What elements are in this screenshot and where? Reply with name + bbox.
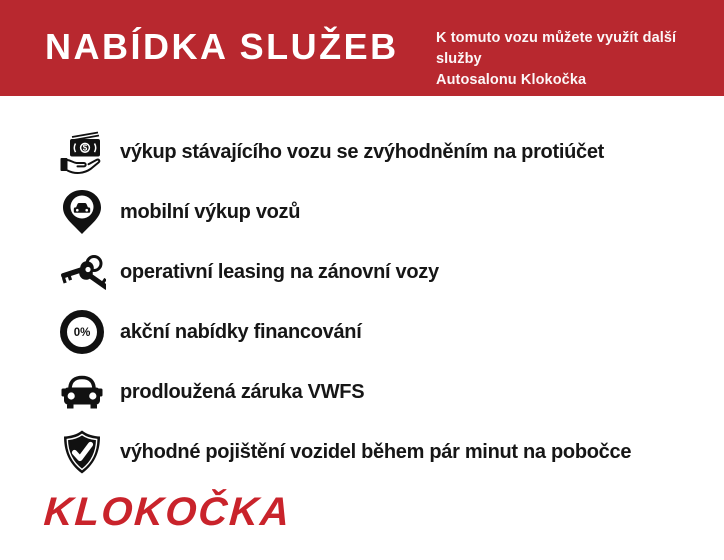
services-list <box>57 122 697 482</box>
header-subtitle <box>436 28 724 91</box>
header-banner <box>0 0 724 96</box>
service-label: akční nabídky financování <box>120 320 362 343</box>
service-label: operativní leasing na zánovní vozy <box>120 260 439 283</box>
service-label: výkup stávajícího vozu se zvýhodněním na protiúčet <box>120 140 605 163</box>
service-item-warranty <box>57 362 697 422</box>
header-subtitle-line2: Autosalonu Klokočka <box>436 72 587 88</box>
page-title: NABÍDKA SLUŽEB <box>45 26 399 67</box>
service-item-trade-in <box>57 122 697 182</box>
service-item-mobile-buyout <box>57 182 697 242</box>
service-item-insurance <box>57 422 697 482</box>
svg-text:$: $ <box>82 143 88 153</box>
zero-percent-label: 0% <box>73 327 91 339</box>
car-keys-icon <box>57 247 107 297</box>
cash-in-hand-icon <box>57 127 107 177</box>
service-item-financing <box>57 302 697 362</box>
service-label: mobilní výkup vozů <box>120 200 301 223</box>
service-item-leasing <box>57 242 697 302</box>
klokocka-logo: KLOKOČKA <box>42 490 293 534</box>
header-subtitle-line1: K tomuto vozu můžete využít další služby <box>436 30 677 67</box>
shield-check-icon <box>57 427 107 477</box>
service-label: výhodné pojištění vozidel během pár minut na pobočce <box>120 440 632 463</box>
car-location-pin-icon <box>57 187 107 237</box>
service-label: prodloužená záruka VWFS <box>120 380 365 403</box>
car-front-icon <box>57 367 107 417</box>
zero-percent-icon <box>57 307 107 357</box>
